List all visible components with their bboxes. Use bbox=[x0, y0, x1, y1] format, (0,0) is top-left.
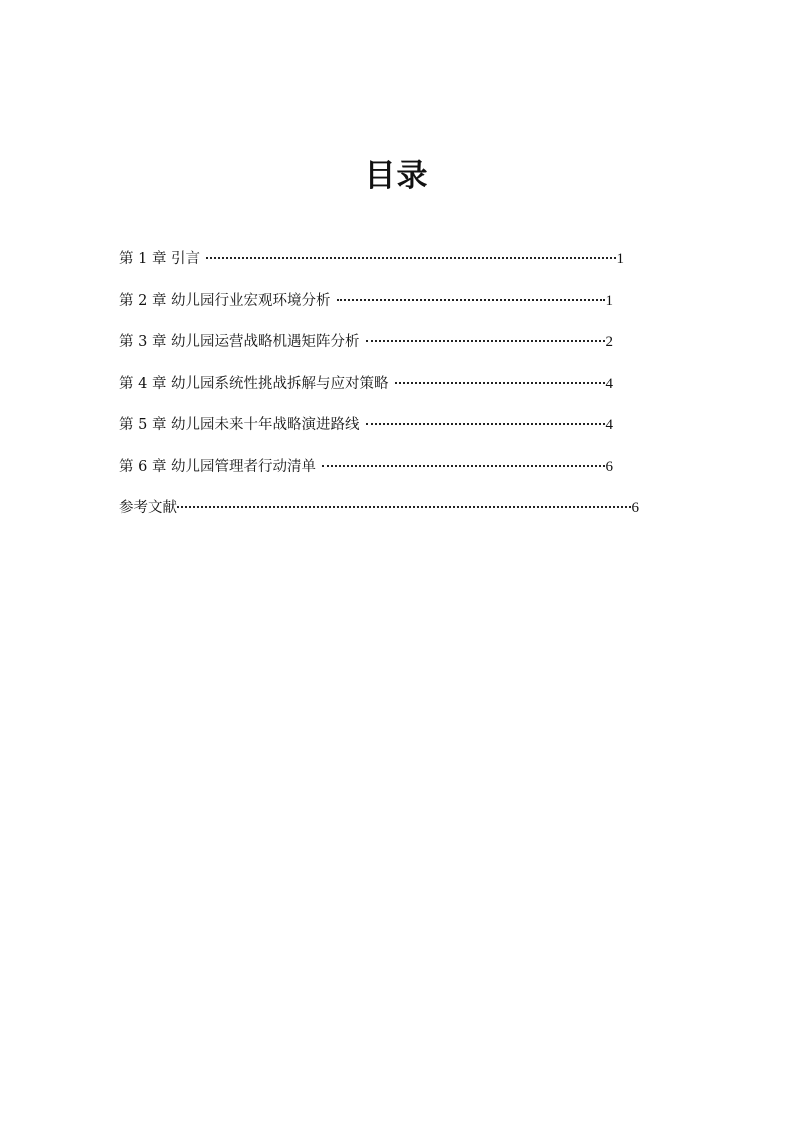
toc-entry-page: 1 bbox=[605, 292, 613, 309]
toc-dot-leader bbox=[395, 382, 605, 384]
toc-entry-page: 6 bbox=[605, 458, 613, 475]
toc-entry-page: 6 bbox=[631, 500, 639, 516]
toc-entry-label: 第 5 章 幼儿园未来十年战略演进路线 bbox=[119, 417, 360, 433]
toc-entry[interactable] bbox=[119, 414, 613, 436]
toc-entry-page: 2 bbox=[605, 334, 613, 350]
toc-entry[interactable] bbox=[119, 290, 613, 312]
toc-entry-page: 4 bbox=[605, 375, 613, 392]
toc-dot-leader bbox=[177, 506, 631, 508]
toc-entry-page: 1 bbox=[616, 251, 624, 267]
toc-dot-leader bbox=[322, 465, 604, 467]
toc-entry[interactable] bbox=[119, 456, 613, 478]
toc-dot-leader bbox=[337, 299, 605, 301]
toc-entry[interactable] bbox=[119, 373, 613, 395]
toc-entry-label: 第 2 章 幼儿园行业宏观环境分析 bbox=[119, 292, 331, 309]
toc-dot-leader bbox=[366, 340, 605, 342]
toc-entry-label: 第 3 章 幼儿园运营战略机遇矩阵分析 bbox=[119, 334, 360, 350]
toc-title: 目录 bbox=[364, 158, 429, 194]
toc-entry-label: 第 4 章 幼儿园系统性挑战拆解与应对策略 bbox=[119, 375, 389, 392]
toc-dot-leader bbox=[206, 257, 615, 259]
toc-dot-leader bbox=[366, 423, 605, 425]
toc-entry-label: 参考文献 bbox=[119, 500, 177, 516]
toc-entry[interactable] bbox=[119, 497, 639, 519]
toc-entry[interactable] bbox=[119, 331, 613, 353]
toc-entry-label: 第 6 章 幼儿园管理者行动清单 bbox=[119, 458, 317, 475]
toc-entry-page: 4 bbox=[605, 417, 613, 433]
toc-entry[interactable] bbox=[119, 248, 624, 270]
toc-entry-label: 第 1 章 引言 bbox=[119, 251, 201, 267]
toc-list bbox=[119, 248, 639, 539]
